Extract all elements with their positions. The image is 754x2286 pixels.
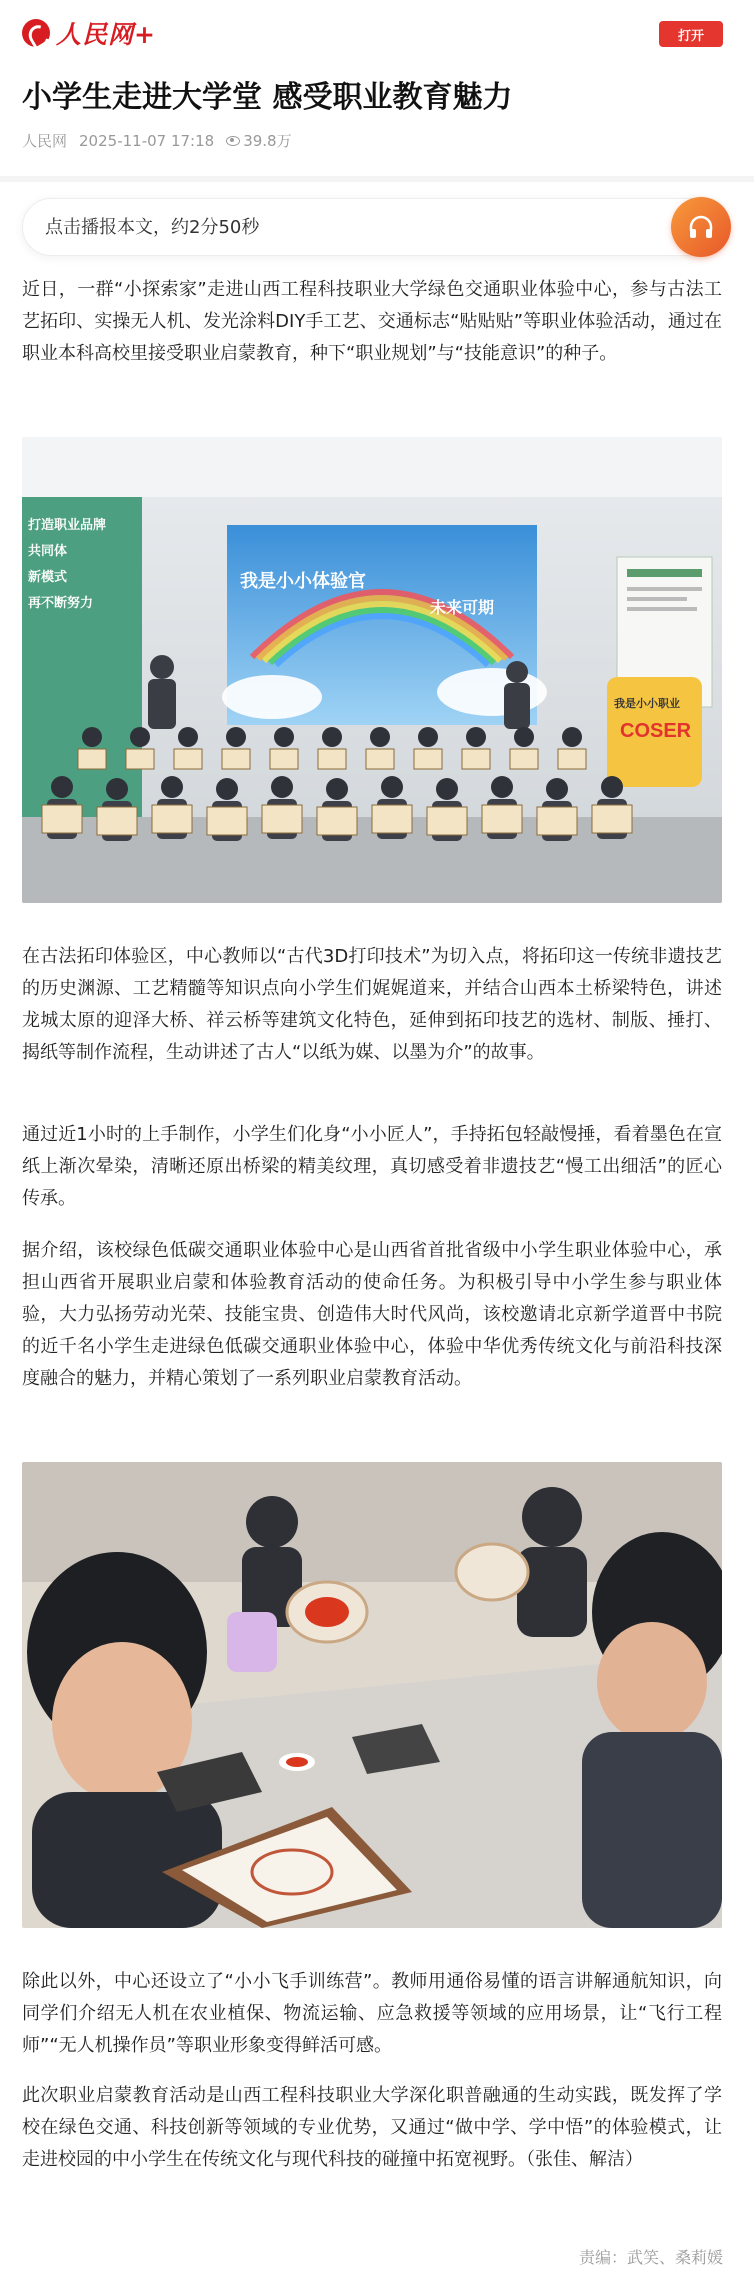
- screen-subtitle: 未来可期: [430, 600, 495, 617]
- screen-title: 我是小小体验官: [240, 571, 366, 591]
- people-logo-icon: [22, 19, 50, 47]
- audio-broadcast-bar[interactable]: [22, 198, 724, 256]
- wall-text-1: 打造职业品牌: [28, 517, 107, 532]
- brand-name: 人民网+: [56, 20, 156, 49]
- section-divider: [0, 176, 754, 182]
- headphone-icon: [687, 213, 715, 241]
- wall-text-2: 共同体: [28, 543, 68, 558]
- article-paragraph-2: 在古法拓印体验区，中心教师以“古代3D打印技术”为切入点，将拓印这一传统非遗技艺的历史渊源、工艺精髓等知识点向小学生们娓娓道来，并结合山西本土桥梁特色，讲述龙城太原的迎泽大桥、祥云桥等建筑文化特色，延伸到拓印技艺的选材、制版、捶打、揭纸等制作流程，生动讲述了古人“以纸为媒、以墨为介”的故事。: [22, 946, 722, 1063]
- article-paragraph-3: 通过近1小时的上手制作，小学生们化身“小小匠人”，手持拓包轻敲慢捶，看着墨色在宣纸上渐次晕染，清晰还原出桥梁的精美纹理，真切感受着非遗技艺“慢工出细活”的匠心传承。: [22, 1124, 722, 1209]
- article-paragraph-5: 除此以外，中心还设立了“小小飞手训练营”。教师用通俗易懂的语言讲解通航知识，向同学们介绍无人机在农业植保、物流运输、应急救援等领域的应用场景，让“飞行工程师”“无人机操作员”等职业形象变得鲜活可感。: [22, 1971, 722, 2056]
- standee-line-1: 我是小小职业: [614, 698, 680, 710]
- top-bar: [0, 0, 754, 64]
- open-app-button[interactable]: 打开: [659, 21, 723, 47]
- rubbing-photo-illustration: [22, 1462, 722, 1928]
- article-paragraph-4: 据介绍，该校绿色低碳交通职业体验中心是山西省首批省级中小学生职业体验中心，承担山西省开展职业启蒙和体验教育活动的使命任务。为积极引导中小学生参与职业体验，大力弘扬劳动光荣、技能宝贵、创造伟大时代风尚，该校邀请北京新学道晋中书院的近千名小学生走进绿色低碳交通职业体验中心，体验中华优秀传统文化与前沿科技深度融合的魅力，并精心策划了一系列职业启蒙教育活动。: [22, 1240, 722, 1389]
- article-title: 小学生走进大学堂 感受职业教育魅力: [22, 80, 513, 115]
- article-paragraph-1: 近日，一群“小探索家”走进山西工程科技职业大学绿色交通职业体验中心，参与古法工艺拓印、实操无人机、发光涂料DIY手工艺、交通标志“贴贴贴”等职业体验活动，通过在职业本科高校里接受职业启蒙教育，种下“职业规划”与“技能意识”的种子。: [22, 279, 722, 364]
- group-photo[interactable]: [22, 437, 722, 903]
- play-audio-button[interactable]: [671, 197, 731, 257]
- wall-text-4: 再不断努力: [28, 595, 94, 610]
- editor-credit: 责编：武笑、桑莉媛: [578, 2248, 723, 2267]
- article-meta: [22, 130, 304, 151]
- wall-text-3: 新模式: [28, 569, 68, 584]
- article-source: 人民网: [22, 132, 68, 150]
- eye-icon: [226, 136, 240, 146]
- article-paragraph-6: 此次职业启蒙教育活动是山西工程科技职业大学深化职普融通的生动实践，既发挥了学校在绿色交通、科技创新等领域的专业优势，又通过“做中学、学中悟”的体验模式，让走进校园的中小学生在传统文化与现代科技的碰撞中拓宽视野。（张佳、解洁）: [22, 2085, 722, 2170]
- rubbing-activity-photo[interactable]: [22, 1462, 722, 1928]
- audio-label: 点击播报本文，约2分50秒: [45, 217, 260, 238]
- view-count: 39.8万: [243, 132, 292, 150]
- group-photo-illustration: [22, 437, 722, 903]
- app-logo[interactable]: [22, 18, 156, 48]
- standee-line-2: COSER: [620, 720, 692, 742]
- article-datetime: 2025-11-07 17:18: [79, 131, 215, 150]
